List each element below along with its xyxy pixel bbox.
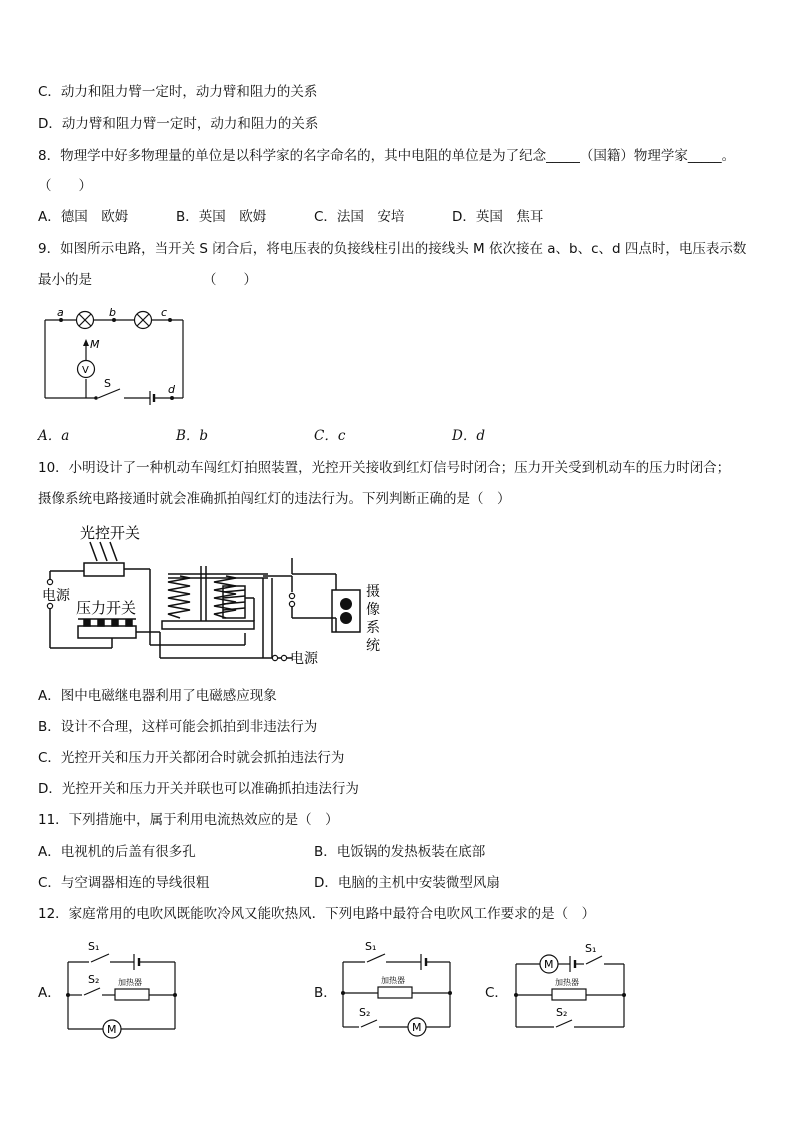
probe-label-m: M — [90, 338, 100, 351]
q9-stem-line1: 9．如图所示电路，当开关 S 闭合后，将电压表的负接线柱引出的接线头 M 依次接在 a、b、c、d 四点时，电压表示数 — [38, 241, 747, 257]
camera-label-3: 系 — [366, 620, 380, 636]
q8-stem: 8．物理学中好多物理量的单位是以科学家的名字命名的，其中电阻的单位是为了纪念_____（国籍）物理学家_____。 — [38, 148, 736, 164]
q9-circuit-diagram — [40, 305, 190, 410]
q12-option-c-letter: C． — [485, 985, 508, 1001]
node-label-d: d — [168, 383, 175, 396]
q12-circuit-b — [335, 932, 460, 1037]
q9-answer-paren: （ ） — [203, 272, 257, 288]
voltmeter-label: V — [82, 365, 89, 376]
q10-option-a: A．图中电磁继电器利用了电磁感应现象 — [38, 688, 277, 704]
node-label-b: b — [109, 306, 116, 319]
q8-option-c: C．法国 安培 — [314, 209, 405, 225]
q9-option-a: A．a — [38, 428, 70, 444]
q10-relay-diagram — [40, 518, 390, 668]
s2-label: S₂ — [359, 1006, 371, 1019]
q9-option-c: C．c — [314, 428, 346, 444]
q8-option-a: A．德国 欧姆 — [38, 209, 129, 225]
motor-icon: M — [107, 1023, 117, 1036]
q10-stem-line2: 摄像系统电路接通时就会准确抓拍闯红灯的违法行为。下列判断正确的是（ ） — [38, 491, 511, 507]
q9-option-b: B．b — [176, 428, 209, 444]
s1-label: S₁ — [88, 940, 100, 953]
camera-lens-icon — [340, 612, 352, 624]
node-label-a: a — [57, 306, 64, 319]
switch-label-s: S — [104, 377, 111, 390]
q12-option-a-letter: A． — [38, 985, 61, 1001]
power-label-bottom: 电源 — [290, 651, 318, 667]
power-label-left: 电源 — [42, 588, 70, 604]
motor-icon: M — [412, 1021, 422, 1034]
heater-label: 加热器 — [118, 978, 142, 987]
q12-circuit-c — [508, 932, 633, 1037]
q11-stem: 11．下列措施中，属于利用电流热效应的是（ ） — [38, 812, 339, 828]
camera-label-2: 像 — [366, 602, 380, 618]
relay-base — [162, 621, 254, 629]
s1-label: S₁ — [585, 942, 597, 955]
camera-label-1: 摄 — [366, 584, 380, 600]
q10-stem-line1: 10．小明设计了一种机动车闯红灯拍照装置，光控开关接收到红灯信号时闭合；压力开关受到机动车的压力时闭合； — [38, 460, 731, 476]
q8-option-b: B．英国 欧姆 — [176, 209, 267, 225]
heater-label: 加热器 — [555, 978, 579, 987]
q11-option-c: C．与空调器相连的导线很粗 — [38, 875, 210, 891]
q11-option-a: A．电视机的后盖有很多孔 — [38, 844, 196, 860]
q7-option-c: C．动力和阻力臂一定时，动力臂和阻力的关系 — [38, 84, 318, 100]
q12-option-b-letter: B． — [314, 985, 337, 1001]
q11-option-b: B．电饭锅的发热板装在底部 — [314, 844, 486, 860]
camera-label-4: 统 — [366, 638, 380, 654]
light-switch-box — [84, 563, 124, 576]
q9-option-d: D．d — [452, 428, 485, 444]
q10-option-c: C．光控开关和压力开关都闭合时就会抓拍违法行为 — [38, 750, 345, 766]
q10-option-d: D．光控开关和压力开关并联也可以准确抓拍违法行为 — [38, 781, 359, 797]
motor-icon: M — [544, 958, 554, 971]
spring-left — [168, 576, 190, 618]
pressure-switch-base — [78, 626, 136, 638]
pressure-switch-label: 压力开关 — [76, 599, 137, 617]
s1-label: S₁ — [365, 940, 377, 953]
q10-option-b: B．设计不合理，这样可能会抓拍到非违法行为 — [38, 719, 318, 735]
q8-answer-paren: （ ） — [38, 178, 92, 194]
s2-label: S₂ — [556, 1006, 568, 1019]
node-label-c: c — [161, 306, 168, 319]
light-switch-label: 光控开关 — [80, 524, 141, 542]
heater-label: 加热器 — [381, 976, 405, 985]
q9-stem-line2: 最小的是 — [38, 272, 92, 288]
q12-stem: 12．家庭常用的电吹风既能吹冷风又能吹热风．下列电路中最符合电吹风工作要求的是（ ） — [38, 906, 596, 922]
q7-option-d: D．动力臂和阻力臂一定时，动力和阻力的关系 — [38, 116, 319, 132]
q12-circuit-a — [60, 932, 185, 1037]
q11-option-d: D．电脑的主机中安装微型风扇 — [314, 875, 500, 891]
s2-label: S₂ — [88, 973, 100, 986]
q8-option-d: D．英国 焦耳 — [452, 209, 544, 225]
camera-lens-icon — [340, 598, 352, 610]
